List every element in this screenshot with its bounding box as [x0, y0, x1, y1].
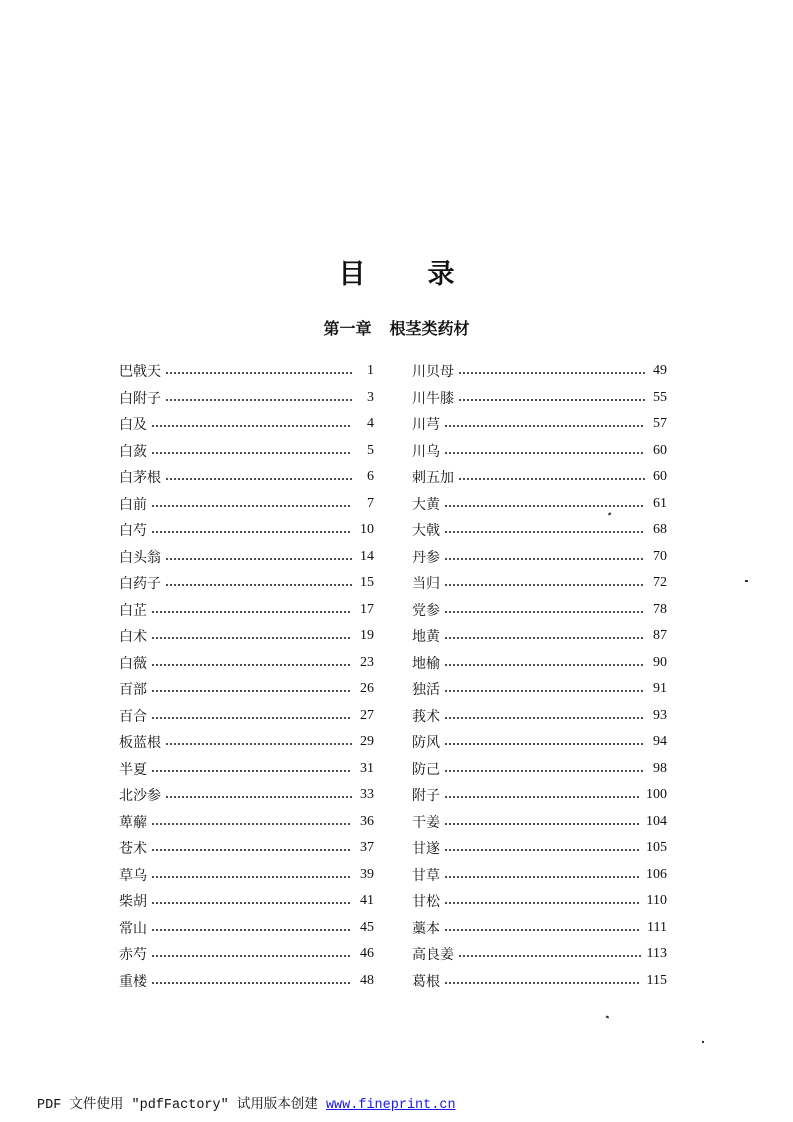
toc-entry-name: 白附子 — [119, 390, 161, 407]
toc-entry-name: 白前 — [119, 496, 147, 513]
leader-dots — [444, 452, 645, 454]
toc-entry-page: 100 — [646, 787, 667, 803]
toc-entry-name: 丹参 — [412, 549, 440, 566]
leader-dots — [165, 743, 352, 745]
toc-entry-name: 白头翁 — [119, 549, 161, 566]
toc-entry[interactable] — [412, 544, 667, 571]
toc-entry-page: 29 — [360, 734, 374, 750]
toc-entry[interactable] — [119, 491, 374, 518]
toc-entry-name: 白芍 — [119, 523, 147, 540]
toc-entry-page: 41 — [360, 893, 374, 909]
leader-dots — [458, 372, 645, 374]
toc-entry-name: 半夏 — [119, 761, 147, 778]
leader-dots — [444, 849, 640, 851]
leader-dots — [151, 902, 352, 904]
toc-entry-name: 川贝母 — [412, 364, 454, 381]
toc-entry[interactable] — [412, 862, 667, 889]
toc-entry-name: 苍术 — [119, 841, 147, 858]
leader-dots — [151, 823, 352, 825]
leader-dots — [151, 717, 352, 719]
toc-entry-name: 草乌 — [119, 867, 147, 884]
leader-dots — [444, 876, 640, 878]
toc-entry-page: 5 — [367, 442, 374, 458]
leader-dots — [151, 849, 352, 851]
leader-dots — [151, 982, 352, 984]
leader-dots — [444, 902, 641, 904]
leader-dots — [444, 982, 641, 984]
toc-entry[interactable] — [119, 676, 374, 703]
toc-entry-name: 当归 — [412, 576, 440, 593]
leader-dots — [444, 637, 645, 639]
toc-entry[interactable] — [119, 809, 374, 836]
toc-entry-page: 3 — [367, 389, 374, 405]
leader-dots — [151, 929, 352, 931]
toc-entry[interactable] — [412, 385, 667, 412]
toc-entry-name: 刺五加 — [412, 470, 454, 487]
toc-entry-page: 104 — [646, 813, 667, 829]
toc-entry-page: 98 — [653, 760, 667, 776]
leader-dots — [444, 505, 645, 507]
toc-entry[interactable] — [119, 835, 374, 862]
toc-entry-page: 23 — [360, 654, 374, 670]
leader-dots — [444, 717, 645, 719]
toc-entry[interactable] — [119, 915, 374, 942]
toc-entry[interactable] — [119, 756, 374, 783]
toc-entry-page: 105 — [646, 840, 667, 856]
toc-entry-page: 55 — [653, 389, 667, 405]
toc-entry-page: 39 — [360, 866, 374, 882]
toc-right-column — [412, 358, 667, 994]
toc-entry-page: 6 — [367, 469, 374, 485]
toc-entry-page: 57 — [653, 416, 667, 432]
toc-entry-name: 白芷 — [119, 602, 147, 619]
toc-entry-page: 72 — [653, 575, 667, 591]
toc-entry-page: 60 — [653, 442, 667, 458]
toc-entry[interactable] — [119, 411, 374, 438]
toc-entry[interactable] — [119, 544, 374, 571]
toc-entry-name: 防己 — [412, 761, 440, 778]
toc-entry-name: 白及 — [119, 417, 147, 434]
leader-dots — [458, 399, 645, 401]
toc-entry-page: 60 — [653, 469, 667, 485]
toc-entry-name: 甘遂 — [412, 841, 440, 858]
toc-entry-name: 板蓝根 — [119, 735, 161, 752]
footer-text: PDF 文件使用 "pdfFactory" 试用版本创建 — [37, 1098, 326, 1113]
chapter-name: 根茎类药材 — [389, 319, 470, 338]
toc-entry[interactable] — [412, 650, 667, 677]
toc-entry-name: 赤芍 — [119, 947, 147, 964]
leader-dots — [444, 558, 645, 560]
toc-entry[interactable] — [119, 650, 374, 677]
toc-entry-page: 33 — [360, 787, 374, 803]
toc-entry-page: 70 — [653, 548, 667, 564]
page-title — [0, 252, 793, 291]
toc-entry-page: 45 — [360, 919, 374, 935]
toc-entry-name: 干姜 — [412, 814, 440, 831]
leader-dots — [151, 876, 352, 878]
toc-entry-page: 68 — [653, 522, 667, 538]
toc-entry-name: 百合 — [119, 708, 147, 725]
toc-entry[interactable] — [119, 597, 374, 624]
toc-entry[interactable] — [119, 968, 374, 995]
toc-entry-page: 27 — [360, 707, 374, 723]
leader-dots — [444, 823, 640, 825]
toc-entry-name: 重楼 — [119, 973, 147, 990]
toc-entry-name: 独活 — [412, 682, 440, 699]
leader-dots — [444, 425, 645, 427]
toc-entry[interactable] — [412, 676, 667, 703]
toc-entry-name: 白薇 — [119, 655, 147, 672]
toc-entry-name: 地黄 — [412, 629, 440, 646]
leader-dots — [165, 584, 352, 586]
toc-entry-name: 地榆 — [412, 655, 440, 672]
scan-speck — [702, 1041, 704, 1043]
leader-dots — [458, 478, 645, 480]
title-char-2: 录 — [427, 259, 455, 290]
leader-dots — [165, 796, 352, 798]
toc-entry-name: 巴戟天 — [119, 364, 161, 381]
toc-entry-name: 百部 — [119, 682, 147, 699]
chapter-heading — [0, 316, 793, 339]
toc-entry-name: 川牛膝 — [412, 390, 454, 407]
toc-entry-name: 大戟 — [412, 523, 440, 540]
toc-entry[interactable] — [119, 729, 374, 756]
toc-entry[interactable] — [119, 464, 374, 491]
toc-entry-name: 莪术 — [412, 708, 440, 725]
toc-entry-page: 36 — [360, 813, 374, 829]
chapter-number: 第一章 — [323, 319, 372, 338]
leader-dots — [151, 637, 352, 639]
leader-dots — [151, 505, 352, 507]
toc-entry-page: 31 — [360, 760, 374, 776]
toc-entry-name: 白术 — [119, 629, 147, 646]
toc-entry-page: 111 — [647, 919, 667, 935]
toc-entry-name: 柴胡 — [119, 894, 147, 911]
toc-entry[interactable] — [412, 570, 667, 597]
toc-entry-page: 87 — [653, 628, 667, 644]
leader-dots — [444, 664, 645, 666]
toc-entry[interactable] — [412, 835, 667, 862]
leader-dots — [151, 425, 352, 427]
leader-dots — [151, 690, 352, 692]
toc-entry[interactable] — [412, 597, 667, 624]
toc-entry-name: 白蔹 — [119, 443, 147, 460]
toc-entry-page: 1 — [367, 363, 374, 379]
leader-dots — [444, 531, 645, 533]
toc-entry[interactable] — [119, 570, 374, 597]
scan-speck — [745, 580, 748, 582]
toc-entry[interactable] — [412, 464, 667, 491]
toc-entry-page: 14 — [360, 548, 374, 564]
toc-entry-name: 萆薢 — [119, 814, 147, 831]
toc-entry[interactable] — [119, 941, 374, 968]
toc-entry-name: 川芎 — [412, 417, 440, 434]
toc-entry-name: 白茅根 — [119, 470, 161, 487]
toc-entry[interactable] — [412, 782, 667, 809]
toc-entry-name: 防风 — [412, 735, 440, 752]
leader-dots — [444, 929, 641, 931]
toc-entry[interactable] — [412, 491, 667, 518]
toc-entry[interactable] — [119, 438, 374, 465]
toc-left-column — [119, 358, 374, 994]
leader-dots — [151, 452, 352, 454]
toc-entry[interactable] — [412, 517, 667, 544]
toc-entry[interactable] — [119, 782, 374, 809]
toc-entry-page: 15 — [360, 575, 374, 591]
toc-entry[interactable] — [412, 888, 667, 915]
leader-dots — [165, 558, 352, 560]
toc-entry-page: 93 — [653, 707, 667, 723]
scan-speck — [606, 1015, 609, 1018]
toc-entry-name: 葛根 — [412, 973, 440, 990]
toc-entry[interactable] — [119, 358, 374, 385]
toc-entry-page: 17 — [360, 601, 374, 617]
toc-entry-name: 高良姜 — [412, 947, 454, 964]
toc-entry-page: 19 — [360, 628, 374, 644]
toc-entry-page: 49 — [653, 363, 667, 379]
toc-entry[interactable] — [412, 756, 667, 783]
toc-entry-page: 90 — [653, 654, 667, 670]
toc-entry[interactable] — [119, 703, 374, 730]
leader-dots — [151, 611, 352, 613]
toc-entry[interactable] — [412, 809, 667, 836]
toc-entry-page: 91 — [653, 681, 667, 697]
toc-entry-name: 川乌 — [412, 443, 440, 460]
toc-entry-name: 大黄 — [412, 496, 440, 513]
toc-entry[interactable] — [412, 703, 667, 730]
footer-link[interactable]: www.fineprint.cn — [325, 1098, 456, 1113]
toc-entry-page: 37 — [360, 840, 374, 856]
toc-entry-name: 甘草 — [412, 867, 440, 884]
toc-entry-page: 110 — [646, 893, 667, 909]
toc-entry-name: 藁本 — [412, 920, 440, 937]
toc-entry-name: 常山 — [119, 920, 147, 937]
pdf-footer — [37, 1092, 456, 1113]
toc-entry-name: 附子 — [412, 788, 440, 805]
toc-entry[interactable] — [412, 968, 667, 995]
toc-entry-page: 26 — [360, 681, 374, 697]
leader-dots — [444, 690, 645, 692]
toc-entry[interactable] — [412, 438, 667, 465]
leader-dots — [165, 372, 352, 374]
leader-dots — [444, 743, 645, 745]
toc-entry-page: 4 — [367, 416, 374, 432]
toc-entry[interactable] — [412, 623, 667, 650]
leader-dots — [165, 478, 352, 480]
toc-entry[interactable] — [412, 411, 667, 438]
toc-entry-name: 甘松 — [412, 894, 440, 911]
toc-entry-page: 7 — [367, 495, 374, 511]
leader-dots — [444, 796, 640, 798]
leader-dots — [458, 955, 641, 957]
toc-entry[interactable] — [412, 915, 667, 942]
toc-entry[interactable] — [412, 358, 667, 385]
toc-entry-page: 115 — [646, 972, 667, 988]
toc-entry-page: 48 — [360, 972, 374, 988]
toc-entry-page: 78 — [653, 601, 667, 617]
leader-dots — [151, 770, 352, 772]
leader-dots — [151, 955, 352, 957]
toc-entry[interactable] — [412, 729, 667, 756]
title-char-1: 目 — [338, 259, 366, 290]
leader-dots — [165, 399, 352, 401]
leader-dots — [444, 611, 645, 613]
toc-entry[interactable] — [119, 623, 374, 650]
toc-entry-name: 白药子 — [119, 576, 161, 593]
toc-entry-name: 党参 — [412, 602, 440, 619]
toc-entry[interactable] — [119, 517, 374, 544]
leader-dots — [444, 770, 645, 772]
toc-entry-page: 106 — [646, 866, 667, 882]
toc-entry[interactable] — [119, 862, 374, 889]
toc-entry-page: 61 — [653, 495, 667, 511]
toc-entry[interactable] — [119, 385, 374, 412]
leader-dots — [444, 584, 645, 586]
toc-entry-page: 10 — [360, 522, 374, 538]
leader-dots — [151, 531, 352, 533]
toc-entry-page: 46 — [360, 946, 374, 962]
toc-entry-page: 94 — [653, 734, 667, 750]
toc-entry[interactable] — [412, 941, 667, 968]
leader-dots — [151, 664, 352, 666]
toc-entry[interactable] — [119, 888, 374, 915]
toc-entry-name: 北沙参 — [119, 788, 161, 805]
toc-entry-page: 113 — [646, 946, 667, 962]
